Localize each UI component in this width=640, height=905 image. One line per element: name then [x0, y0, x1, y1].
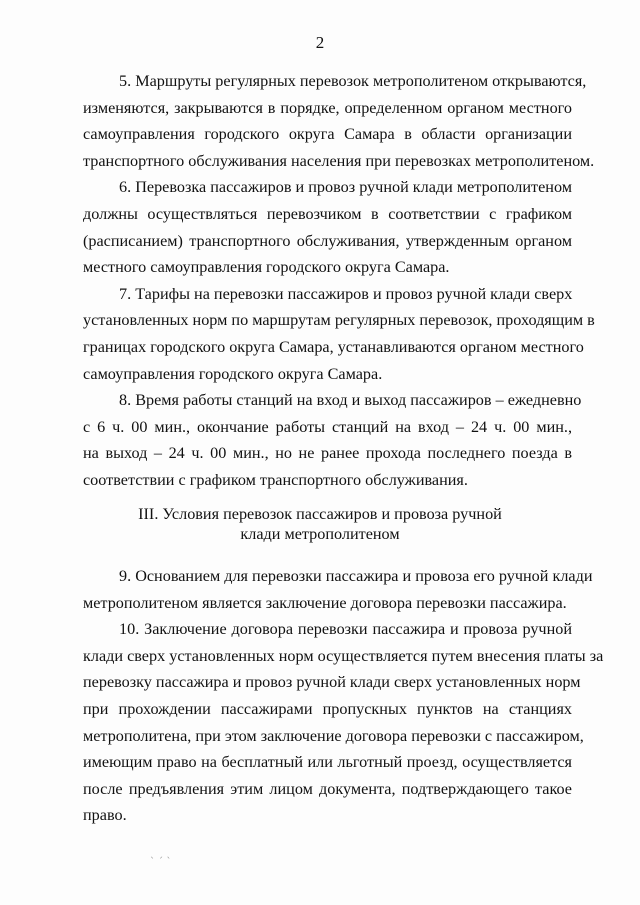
text-block-bottom [83, 563, 604, 829]
paragraph-line: 10. Заключение договора перевозки пассажира и провоза ручной [119, 620, 572, 639]
section-heading-line-1: III. Условия перевозок пассажиров и провоза ручной [138, 505, 502, 523]
text-block-top [83, 68, 595, 494]
paragraph-line: (расписанием) транспортного обслуживания, утвержденным органом [83, 231, 572, 250]
paragraph-line: после предъявления этим лицом документа, подтверждающего такое [83, 779, 572, 798]
paragraph-line: 5. Маршруты регулярных перевозок метрополитеном открываются, [119, 72, 587, 90]
paragraph-line: с 6 ч. 00 мин., окончание работы станций на вход – 24 ч. 00 мин., [83, 417, 572, 436]
paragraph-p9 [83, 563, 593, 616]
paragraph-line: 6. Перевозка пассажиров и провоз ручной клади метрополитеном [119, 178, 572, 197]
scan-artifact: ˎ ˏ ˎ [150, 848, 172, 859]
paragraph-line: транспортного обслуживания населения при перевозках метрополитеном. [83, 151, 595, 170]
paragraph-line: клади сверх установленных норм осуществляется путем внесения платы за [83, 646, 604, 665]
paragraph-line: перевозку пассажира и провоз ручной клади сверх установленных норм [83, 673, 581, 692]
paragraph-line: местного самоуправления городского округа Самара. [83, 258, 450, 277]
paragraph-line: соответствии с графиком транспортного обслуживания. [83, 470, 468, 489]
page-number: 2 [315, 33, 325, 52]
paragraph-p10 [83, 616, 604, 829]
paragraph-line: 8. Время работы станций на вход и выход пассажиров – ежедневно [119, 391, 582, 410]
paragraph-p7 [83, 281, 595, 387]
paragraph-line: метрополитеном является заключение договора перевозки пассажира. [83, 593, 567, 612]
paragraph-line: должны осуществляться перевозчиком в соответствии с графиком [83, 204, 572, 223]
paragraph-line: изменяются, закрываются в порядке, определенном органом местного [83, 98, 572, 117]
paragraph-p6 [83, 174, 572, 280]
section-heading-line-2: клади метрополитеном [240, 525, 400, 543]
paragraph-line: самоуправления городского округа Самара. [83, 364, 383, 383]
paragraph-line: самоуправления городского округа Самара в области организации [83, 125, 572, 144]
paragraph-line: метрополитена, при этом заключение договора перевозки с пассажиром, [83, 726, 584, 745]
paragraph-line: имеющим право на бесплатный или льготный проезд, осуществляется [83, 753, 572, 772]
paragraph-line: границах городского округа Самара, устанавливаются органом местного [83, 337, 584, 356]
paragraph-line: 7. Тарифы на перевозки пассажиров и провоз ручной клади сверх [119, 284, 573, 303]
paragraph-line: при прохождении пассажирами пропускных пунктов на станциях [83, 699, 572, 718]
paragraph-line: установленных норм по маршрутам регулярных перевозок, проходящим в [83, 311, 595, 330]
paragraph-line: на выход – 24 ч. 00 мин., но не ранее прохода последнего поезда в [83, 444, 572, 463]
paragraph-p5 [83, 68, 595, 174]
paragraph-line: право. [83, 806, 127, 825]
paragraph-p8 [83, 387, 582, 493]
paragraph-line: 9. Основанием для перевозки пассажира и провоза его ручной клади [119, 567, 593, 585]
section-heading [0, 504, 640, 544]
